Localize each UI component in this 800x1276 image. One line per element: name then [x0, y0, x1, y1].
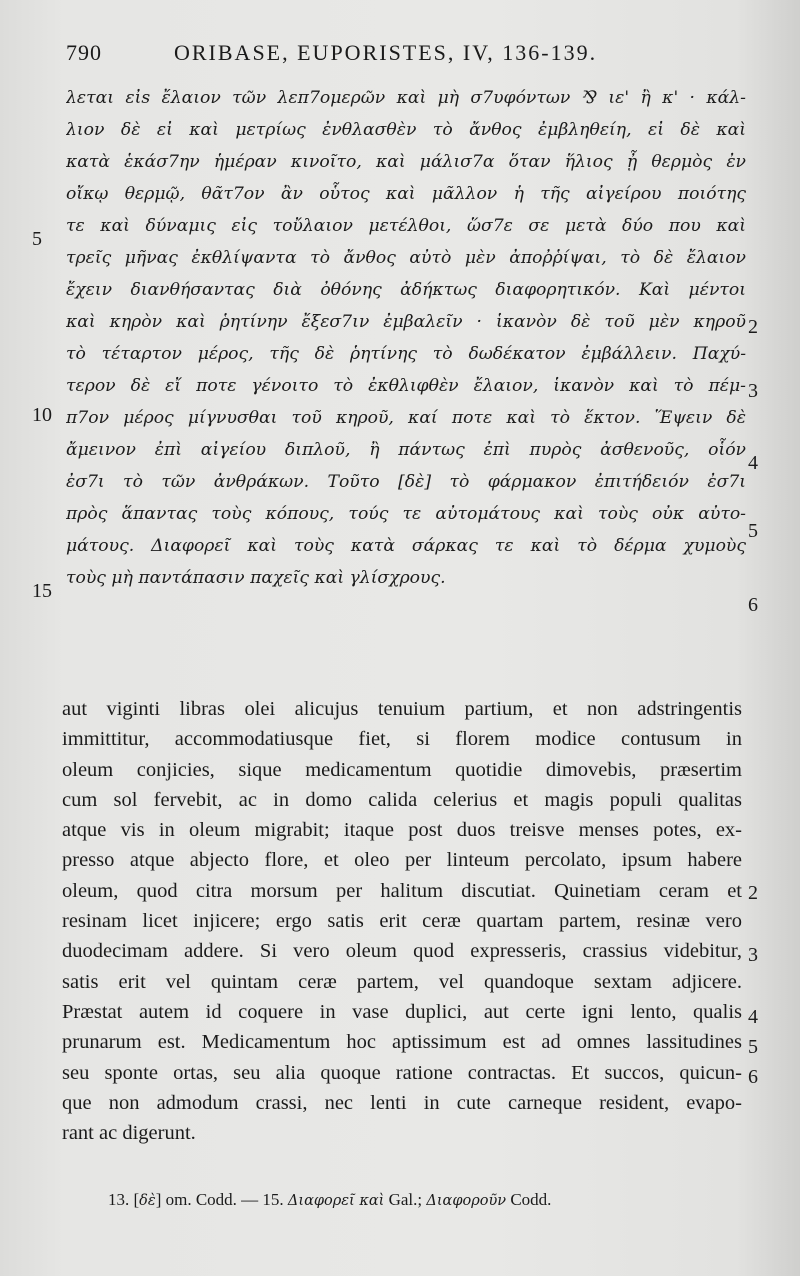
greek-line: π7ον μέρος μίγνυσθαι τοῦ κηροῦ, καί ποτε καὶ τὸ ἕκτον. Ἕψειν δὲ: [66, 408, 746, 428]
footnote-greek: Διαφορεῖ καὶ: [287, 1193, 385, 1209]
latin-line: atque vis in oleum migrabit; itaque post duos treisve menses potes, ex-: [62, 819, 742, 842]
footnote-greek: Διαφοροῦν: [426, 1193, 507, 1209]
latin-paragraph-number: 6: [748, 1066, 758, 1088]
greek-line: τοὺς μὴ παντάπασιν παχεῖς καὶ γλίσχρους.: [66, 568, 446, 588]
greek-line: τρεῖς μῆνας ἐκθλίψαντα τὸ ἄνθος αὐτὸ μὲν ἀποῤῥίψαι, τὸ δὲ ἔλαιον: [66, 248, 746, 268]
footnote-text: ] om. Codd. — 15.: [155, 1190, 288, 1209]
greek-line: μάτους. Διαφορεῖ καὶ τοὺς κατὰ σάρκας τε καὶ τὸ δέρμα χυμοὺς: [66, 536, 746, 556]
latin-line: cum sol fervebit, ac in domo calida celerius et magis populi qualitas: [62, 788, 742, 811]
greek-line: πρὸς ἅπαντας τοὺς κόπους, τούς τε αὐτομάτους καὶ τοὺς οὐκ αὐτο-: [66, 504, 746, 524]
latin-line: oleum, quod citra morsum per halitum discutiat. Quinetiam ceram et: [62, 879, 742, 902]
latin-paragraph-number: 4: [748, 1006, 758, 1028]
greek-line: τερον δὲ εἴ ποτε γένοιτο τὸ ἐκθλιφθὲν ἔλαιον, ἱκανὸν καὶ τὸ πέμ-: [66, 376, 746, 396]
latin-line: immittitur, accommodatiusque fiet, si florem modice contusum in: [62, 728, 742, 751]
greek-line: καὶ κηρὸν καὶ ῥητίνην ἔξεσ7ιν ἐμβαλεῖν · ἱκανὸν δὲ τοῦ μὲν κηροῦ: [66, 312, 746, 332]
footnote-greek: δὲ: [139, 1193, 156, 1209]
greek-paragraph-number: 6: [748, 594, 758, 616]
line-number: 15: [32, 580, 52, 602]
greek-line: ἔχειν διανθήσαντας διὰ ὀθόνης ἀδήκτως διαφορητικόν. Καὶ μέντοι: [66, 280, 746, 300]
greek-paragraph-number: 3: [748, 380, 758, 402]
latin-line: oleum conjicies, sique medicamentum quotidie dimovebis, præsertim: [62, 758, 742, 781]
latin-paragraph-number: 2: [748, 882, 758, 904]
greek-line: λιον δὲ εἰ καὶ μετρίως ἐνθλασθὲν τὸ ἄνθος ἐμβληθείη, εἰ δὲ καὶ: [66, 120, 746, 140]
latin-line: satis erit vel quintam ceræ partem, vel quandoque sextam adjicere.: [62, 970, 742, 993]
latin-line: aut viginti libras olei alicujus tenuium partium, et non adstringentis: [62, 698, 742, 720]
greek-line: τὸ τέταρτον μέρος, τῆς δὲ ῥητίνης τὸ δωδέκατον ἐμβάλλειν. Παχύ-: [66, 344, 746, 364]
footnote-text: Codd.: [506, 1190, 552, 1209]
latin-line: rant ac digerunt.: [62, 1122, 196, 1145]
greek-text-block: [66, 82, 746, 594]
footnote: [108, 1190, 668, 1210]
latin-text-block: [62, 694, 742, 1148]
greek-paragraph-number: 2: [748, 316, 758, 338]
greek-paragraph-number: 4: [748, 452, 758, 474]
greek-line: οἴκῳ θερμῷ, θᾶτ7ον ἂν οὗτος καὶ μᾶλλον ἡ τῆς αἰγείρου ποιότης: [66, 184, 746, 204]
latin-line: presso atque abjecto flore, et oleo per linteum percolato, ipsum habere: [62, 849, 742, 872]
line-number: 10: [32, 404, 52, 426]
latin-paragraph-number: 3: [748, 944, 758, 966]
greek-paragraph-number: 5: [748, 520, 758, 542]
footnote-text: 13. [: [108, 1190, 140, 1209]
latin-line: Præstat autem id coquere in vase duplici, aut certe igni lento, qualis: [62, 1000, 742, 1023]
greek-line: ἄμεινον ἐπὶ αἰγείου διπλοῦ, ἢ πάντως ἐπὶ πυρὸς ἀσθενοῦς, οἷόν: [66, 440, 746, 460]
latin-line: prunarum est. Medicamentum hoc aptissimum est ad omnes lassitudines: [62, 1031, 742, 1054]
running-title: ORIBASE, EUPORISTES, IV, 136-139.: [174, 40, 598, 65]
latin-line: resinam licet injicere; ergo satis erit ceræ quartam partem, resinæ vero: [62, 910, 742, 933]
greek-line: κατὰ ἑκάσ7ην ἡμέραν κινοῖτο, καὶ μάλισ7α ὅταν ἥλιος ᾖ θερμὸς ἐν: [66, 152, 746, 172]
latin-paragraph-number: 5: [748, 1036, 758, 1058]
latin-line: seu sponte ortas, seu alia quoque ratione contractas. Et succos, quicun-: [62, 1061, 742, 1084]
footnote-text: Gal.;: [384, 1190, 427, 1209]
greek-line: τε καὶ δύναμις εἰς τοὔλαιον μετέλθοι, ὥσ7ε σε μετὰ δύο που καὶ: [66, 216, 746, 236]
page-header: [66, 40, 666, 74]
greek-line: λεται εἰs ἔλαιον τῶν λεπ7ομερῶν καὶ μὴ σ7υφόντων ⅋ ιε' ἢ κ' · κάλ-: [66, 88, 746, 108]
line-number: 5: [32, 228, 42, 250]
greek-line: ἐσ7ι τὸ τῶν ἀνθράκων. Τοῦτο [δὲ] τὸ φάρμακον ἐπιτήδειόν ἐσ7ι: [66, 472, 746, 492]
latin-line: que non admodum crassi, nec lenti in cute carneque resident, evapo-: [62, 1091, 742, 1114]
latin-line: duodecimam addere. Si vero oleum quod expresseris, crassius videbitur,: [62, 940, 742, 963]
page-number: 790: [66, 40, 102, 65]
